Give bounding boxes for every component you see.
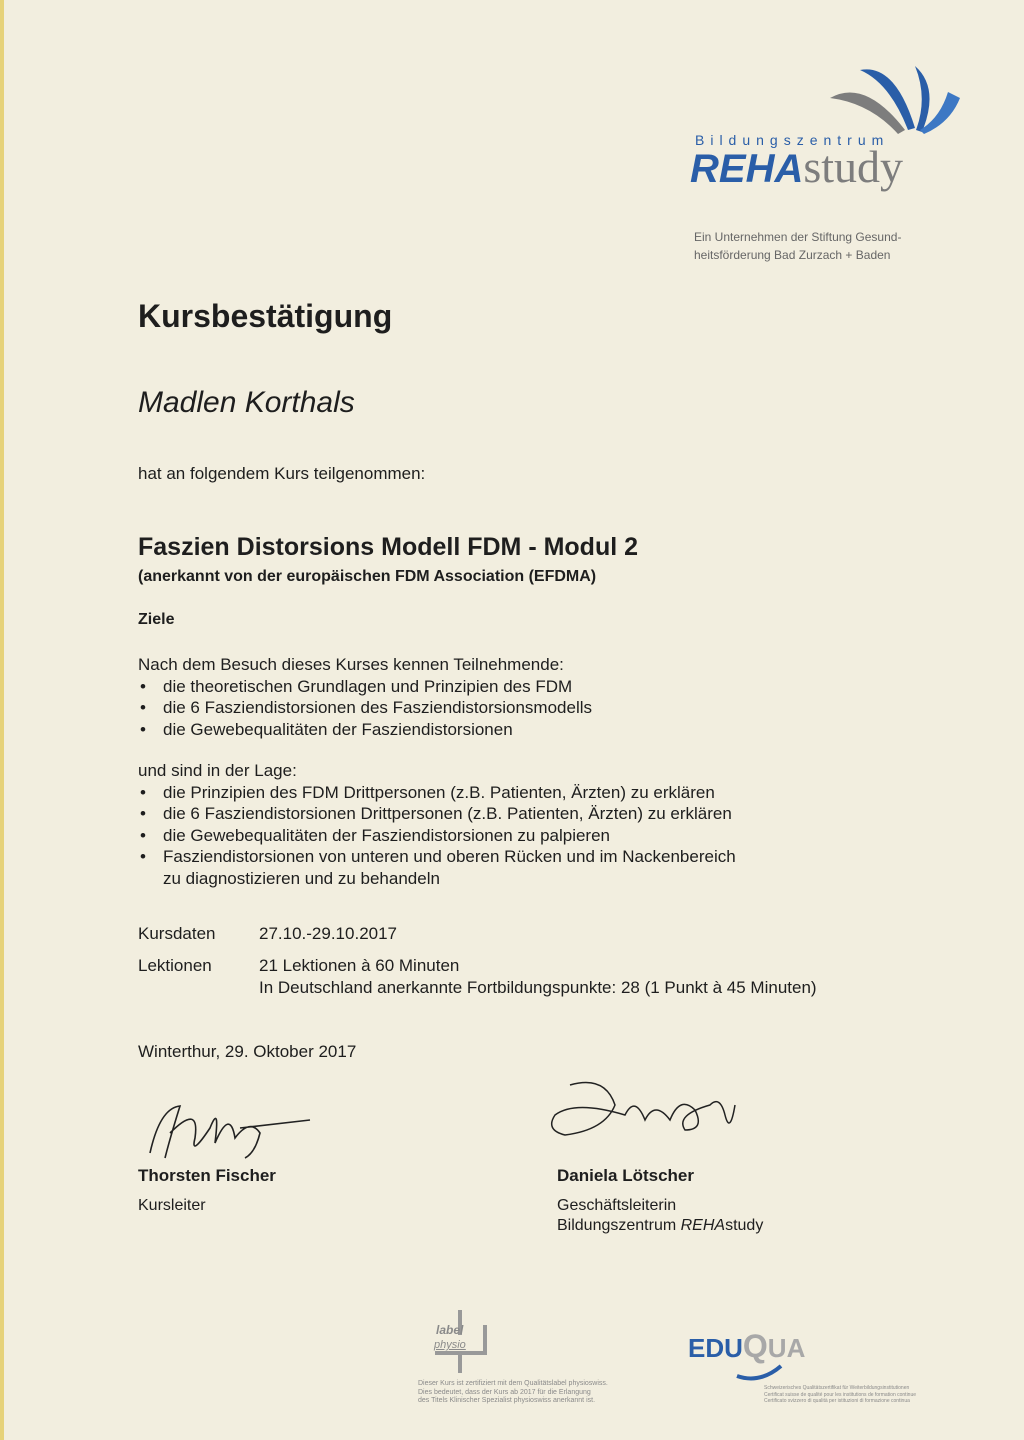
list-item: • die theoretischen Grundlagen und Prinzipien des FDM: [138, 676, 938, 698]
eduqua-wave-icon: [735, 1362, 785, 1382]
knowledge-list: [138, 676, 938, 741]
place-date: Winterthur, 29. Oktober 2017: [138, 1042, 357, 1061]
paper-edge: [0, 0, 4, 1440]
course-recognition: (anerkannt von der europäischen FDM Association (EFDMA): [138, 568, 597, 585]
signature-loetscher: [545, 1075, 745, 1150]
list-item: • Fasziendistorsionen von unteren und oberen Rücken und im Nackenbereich: [138, 846, 938, 868]
signer-org: Bildungszentrum REHAstudy: [557, 1217, 764, 1234]
goals-heading: Ziele: [138, 611, 175, 628]
list-item: • die Gewebequalitäten der Fasziendistorsionen: [138, 719, 938, 741]
dates-label: Kursdaten: [138, 924, 216, 943]
points-value: In Deutschland anerkannte Fortbildungspunkte: 28 (1 Punkt à 45 Minuten): [259, 978, 817, 997]
document-title: Kursbestätigung: [138, 298, 393, 334]
list-item: • die 6 Fasziendistorsionen Drittpersonen (z.B. Patienten, Ärzten) zu erklären: [138, 803, 938, 825]
lessons-value: 21 Lektionen à 60 Minuten: [259, 956, 460, 975]
signer-name: Thorsten Fischer: [138, 1166, 276, 1185]
dates-value: 27.10.-29.10.2017: [259, 924, 398, 943]
signer-name: Daniela Lötscher: [557, 1166, 694, 1185]
list-item: • die Prinzipien des FDM Drittpersonen (z.B. Patienten, Ärzten) zu erklären: [138, 782, 938, 804]
course-name: Faszien Distorsions Modell FDM - Modul 2: [138, 533, 639, 561]
list-item: • die 6 Fasziendistorsionen des Fasziendistorsionsmodells: [138, 697, 938, 719]
goals-section: Nach dem Besuch dieses Kurses kennen Teilnehmende: • die theoretischen Grundlagen und Prinzipien des FDM • die 6 Fasziendistorsionen des Fasziendistorsionsmodells • die Gewebequalitäten der Fasziendistorsionen und sind in der Lage: • die Prinzipien des FDM Drittpersonen (z.B. Patienten, Ärzten) zu erklären • die 6 Fasziendistorsionen Drittpersonen (z.B. Patienten, Ärzten) zu erklären • die Gewebequalitäten der Fasziendistorsionen zu palpieren • Fasziendistorsionen von unteren und oberen Rücken und im Nackenbereich zu diagnostizieren und zu behandeln: [138, 654, 938, 889]
signer-role: Kursleiter: [138, 1197, 206, 1214]
intro-text: hat an folgendem Kurs teilgenommen:: [138, 464, 426, 483]
participant-name: Madlen Korthals: [138, 386, 355, 419]
signature-fischer: [140, 1098, 320, 1168]
skills-list: [138, 782, 938, 868]
logo-fan-icon: [820, 58, 970, 138]
lessons-label: Lektionen: [138, 956, 212, 975]
list-item: • die Gewebequalitäten der Fasziendistorsionen zu palpieren: [138, 825, 938, 847]
signer-role: Geschäftsleiterin: [557, 1197, 677, 1214]
